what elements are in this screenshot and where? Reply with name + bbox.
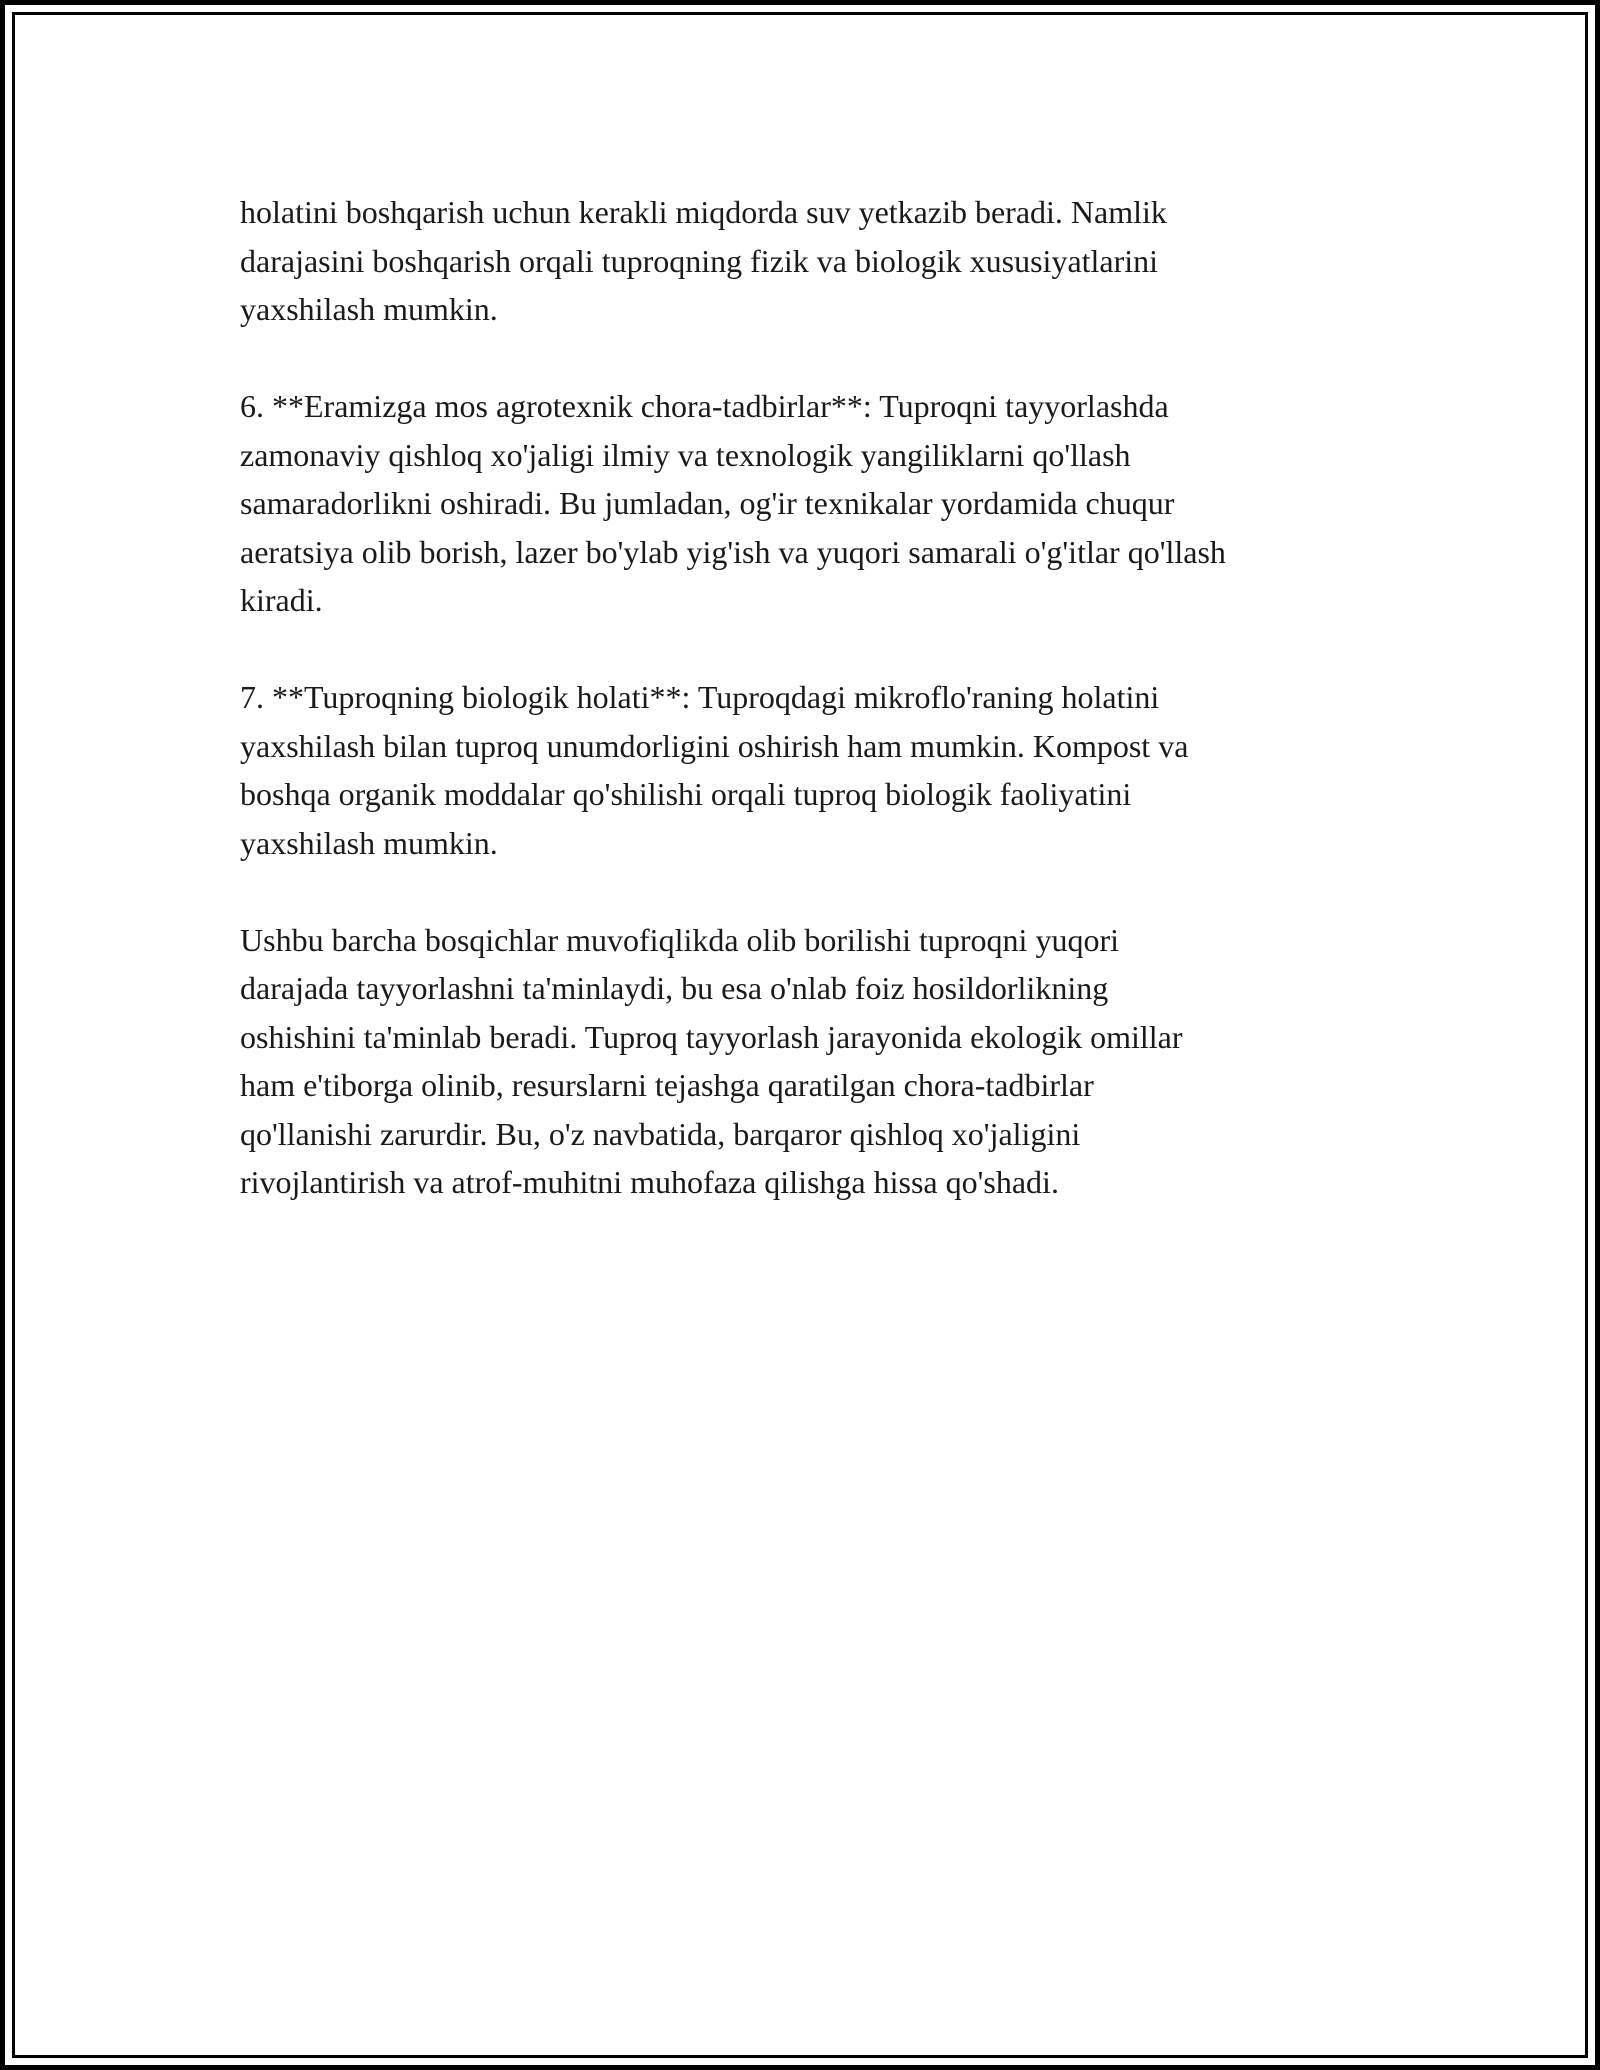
paragraph-conclusion: Ushbu barcha bosqichlar muvofiqlikda olib borilishi tuproqni yuqori darajada tayyorlashni ta'minlaydi, bu esa o'nlab foiz hosildorlikning oshishini ta'minlab beradi. Tuproq tayyorlash jarayonida ekologik omillar ham e'tiborga olinib, resurslarni tejashga qaratilgan chora-tadbirlar qo'llanishi zarurdir. Bu, o'z navbatida, barqaror qishloq xo'jaligini rivojlantirish va atrof-muhitni muhofaza qilishga hissa qo'shadi. xyxy=(240,921,1183,1200)
paragraph-item-6: 6. **Eramizga mos agrotexnik chora-tadbirlar**: Tuproqni tayyorlashda zamonaviy qishloq xo'jaligi ilmiy va texnologik yangiliklarni qo'llash samaradorlikni oshiradi. Bu jumladan, og'ir texnikalar yordamida chuqur aeratsiya olib borish, lazer bo'ylab yig'ish va yuqori samarali o'g'itlar qo'llash kiradi. xyxy=(240,388,1226,618)
paragraph-item-7: 7. **Tuproqning biologik holati**: Tuproqdagi mikroflo'raning holatini yaxshilash bilan tuproq unumdorligini oshirish ham mumkin. Kompost va boshqa organik moddalar qo'shilishi orqali tuproq biologik faoliyatini yaxshilash mumkin. xyxy=(240,679,1189,861)
paragraph-continuation: holatini boshqarish uchun kerakli miqdorda suv yetkazib beradi. Namlik darajasini boshqarish orqali tuproqning fizik va biologik xususiyatlarini yaxshilash mumkin. xyxy=(240,194,1167,327)
document-body xyxy=(240,188,1405,1255)
